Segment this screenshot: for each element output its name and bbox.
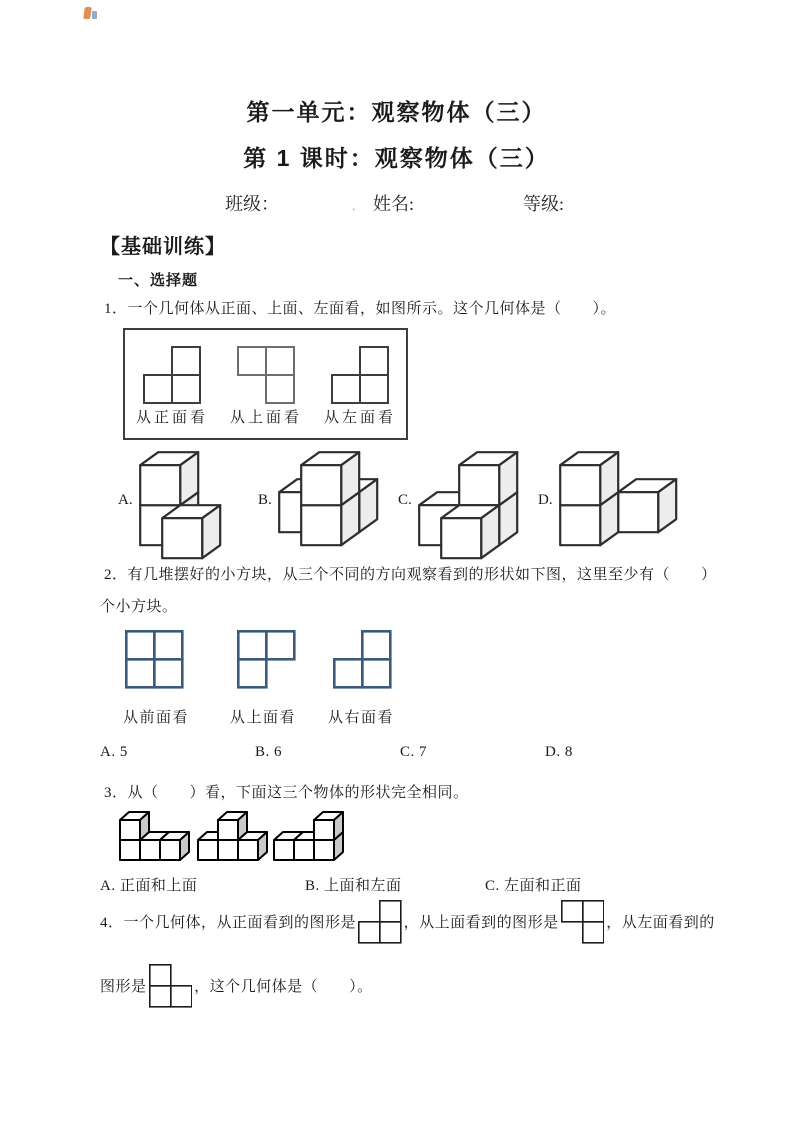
q4-left-shape-grid <box>149 964 193 1008</box>
q1-left-view-label: 从左面看 <box>324 410 397 426</box>
q4-seg-end: ，这个几何体是（ ）。 <box>194 979 373 996</box>
separator-dot: . <box>352 198 356 213</box>
q3-option-c: C. 左面和正面 <box>485 878 582 894</box>
q1-option-c <box>398 450 538 560</box>
q1-front-view <box>137 346 207 427</box>
q1-option-a <box>118 450 258 560</box>
q1-front-view-label: 从正面看 <box>136 410 209 426</box>
q2-right-view-grid <box>333 630 392 689</box>
q3-object-1-figure <box>118 810 191 862</box>
q1-front-view-grid <box>143 346 201 404</box>
corner-watermark-icon <box>84 6 97 24</box>
q3-object-2-figure <box>196 810 269 862</box>
q2-text-line1: 2．有几堆摆好的小方块，从三个不同的方向观察看到的形状如下图，这里至少有（ ） <box>104 567 717 583</box>
lesson-title: 第 1 课时：观察物体（三） <box>243 145 550 171</box>
q3-option-b: B. 上面和左面 <box>305 878 402 894</box>
q4-seg-front: 4．一个几何体，从正面看到的图形是 <box>100 915 357 932</box>
name-label: 姓名: <box>373 194 415 214</box>
q2-right-view-label: 从右面看 <box>328 710 395 726</box>
q2-top-view-grid <box>237 630 296 689</box>
q3-option-a: A. 正面和上面 <box>100 878 198 894</box>
q4-seg-left-cont: 图形是 <box>100 979 147 996</box>
q1-option-a-figure <box>138 450 222 560</box>
q1-left-view-grid <box>331 346 389 404</box>
q1-views-box <box>123 328 408 440</box>
q4-seg-top: ，从上面看到的图形是 <box>403 915 559 932</box>
q1-left-view <box>325 346 395 427</box>
section-choice-questions: 一、选择题 <box>118 272 199 289</box>
q1-top-view-label: 从上面看 <box>230 410 303 426</box>
q1-option-d-label: D. <box>538 492 553 508</box>
class-label: 班级： <box>225 194 279 214</box>
q3-object-3-figure <box>272 810 345 862</box>
grade-label: 等级: <box>523 194 565 214</box>
q2-option-c: C. 7 <box>400 744 428 760</box>
q2-option-d: D. 8 <box>545 744 573 760</box>
section-basic-training: 【基础训练】 <box>100 236 226 258</box>
q1-option-d-figure <box>558 450 678 547</box>
q1-option-b <box>258 450 398 547</box>
q2-top-view-label: 从上面看 <box>230 710 297 726</box>
q2-option-a: A. 5 <box>100 744 128 760</box>
q1-top-view-grid <box>237 346 295 404</box>
q2-front-view-grid <box>125 630 184 689</box>
q2-front-view-label: 从前面看 <box>123 710 190 726</box>
q1-option-d <box>538 450 678 547</box>
q1-option-b-label: B. <box>258 492 272 508</box>
unit-title: 第一单元：观察物体（三） <box>246 99 547 125</box>
watermark-shape <box>83 7 92 19</box>
q1-option-c-figure <box>417 450 519 560</box>
watermark-shape <box>92 11 97 19</box>
q4-line2 <box>100 964 373 1008</box>
q2-option-b: B. 6 <box>255 744 283 760</box>
q1-options-row <box>118 450 678 560</box>
q1-text: 1．一个几何体从正面、上面、左面看，如图所示。这个几何体是（ ）。 <box>104 301 617 317</box>
q4-front-shape-grid <box>358 900 402 944</box>
q2-text-line2: 个小方块。 <box>100 599 178 615</box>
q4-top-shape-grid <box>561 900 605 944</box>
q1-option-b-figure <box>277 450 379 547</box>
q1-top-view <box>231 346 301 427</box>
q4-line1 <box>100 900 715 944</box>
q1-option-a-label: A. <box>118 492 133 508</box>
q3-text: 3．从（ ）看，下面这三个物体的形状完全相同。 <box>104 785 469 801</box>
q4-seg-left-intro: ，从左面看到的 <box>606 915 715 932</box>
q1-option-c-label: C. <box>398 492 412 508</box>
